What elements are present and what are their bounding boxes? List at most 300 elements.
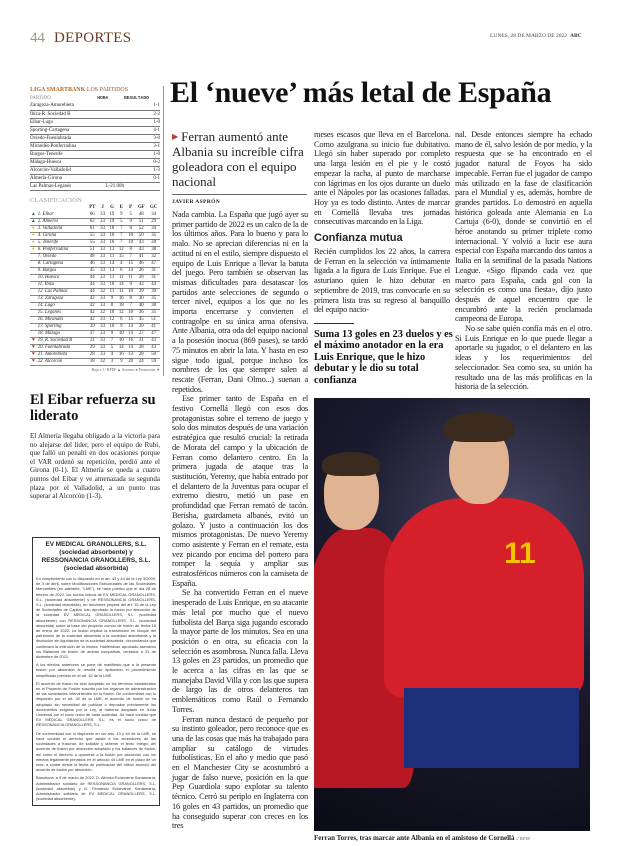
- team: 2. Almería: [37, 219, 87, 226]
- league-title: LIGA SMARTBANK LOS PARTIDOS: [30, 87, 129, 93]
- standings-row: [30, 219, 160, 226]
- team: 1. Eibar: [37, 212, 87, 219]
- stat: 44: [87, 289, 98, 296]
- team: 16. Mirandés: [37, 317, 87, 324]
- match-result: 3-0: [124, 134, 160, 142]
- stat: 10: [126, 240, 135, 247]
- stat: 37: [87, 331, 98, 338]
- stat: 14: [107, 261, 116, 268]
- team: 22. Alcorcón: [37, 359, 87, 366]
- stat: 9: [107, 331, 116, 338]
- stat: 46: [87, 261, 98, 268]
- standings-row: [30, 289, 160, 296]
- match-row: [30, 158, 160, 166]
- stat: 33: [98, 240, 107, 247]
- article-column-1: [172, 210, 308, 831]
- standings-col-header: G: [110, 205, 114, 210]
- stat: 33: [98, 226, 107, 233]
- stat: 28: [147, 240, 160, 247]
- stat: 7: [117, 233, 126, 240]
- standings-row: [30, 359, 160, 366]
- quote-rule: [314, 323, 354, 324]
- match-teams: Mirandés-Ponferradina: [30, 142, 97, 150]
- subheading: Confianza mutua: [314, 232, 403, 245]
- stat: 8: [126, 296, 135, 303]
- article-photo: [314, 398, 590, 831]
- stat: 16: [117, 296, 126, 303]
- zone-marker-icon: [30, 254, 37, 261]
- zone-marker-icon: [30, 324, 37, 331]
- stat: 9: [126, 282, 135, 289]
- stat: 55: [87, 240, 98, 247]
- match-result: 0-1: [124, 174, 160, 182]
- stat: 33: [98, 324, 107, 331]
- stat: 39: [147, 289, 160, 296]
- stat: 19: [107, 219, 116, 226]
- stat: 33: [98, 233, 107, 240]
- standings-row: [30, 324, 160, 331]
- zone-marker-icon: [30, 317, 37, 324]
- zone-marker-icon: [30, 275, 37, 282]
- team: 18. Málaga: [37, 331, 87, 338]
- stat: 10: [126, 289, 135, 296]
- paragraph: Ferran nunca destacó de pequeño por su instinto goleador, pero reconoce que es una de las cosas que más ha trabajado para ampliar su catálogo de virtudes futbolísticas. En el año y medio que pasó en el Manchester City se acostumbró a jugar de falso nueve, posición en la que Pep Guardiola supo explotar su talento técnico. Cerró su periplo en Inglaterra con 16 goles en 43 partidos, un promedio que ha conseguido superar con creces en los tres: [172, 714, 308, 831]
- stat: 8: [126, 247, 135, 254]
- match-time: [97, 174, 124, 182]
- stat: 6: [117, 268, 126, 275]
- column-divider: [163, 86, 164, 376]
- team: 19. R. Sociedad B: [37, 338, 87, 345]
- stat: 33: [98, 268, 107, 275]
- stat: 66: [87, 212, 98, 219]
- stat: 29: [147, 219, 160, 226]
- match-teams: Málaga-Huesca: [30, 158, 97, 166]
- stat: 15: [126, 261, 135, 268]
- standings-row: [30, 345, 160, 352]
- page-number: 44: [30, 30, 45, 46]
- stat: 33: [98, 352, 107, 359]
- caption-text: Ferran Torres, tras marcar ante Albania en el amistoso de Cornellá: [314, 834, 515, 842]
- zone-marker-icon: ●: [31, 226, 35, 231]
- stat: 19: [107, 212, 116, 219]
- stat: 36: [135, 310, 147, 317]
- stat: 15: [117, 254, 126, 261]
- zone-marker-icon: [30, 289, 37, 296]
- stat: 29: [87, 345, 98, 352]
- stat: 14: [117, 345, 126, 352]
- zone-marker-icon: [30, 331, 37, 338]
- stat: 51: [135, 219, 147, 226]
- paragraph: Se ha convertido Ferran en el nueve inesperado de Luis Enrique, en su atacante más letal por mucho que el nuevo futbolista del Barça siga jugando escorado la mayor parte de los minutos. Sea en una posición o en otra, su eficacia con la selección es asombrosa. Nunca falla. Lleva 13 goles en 23 partidos, un promedio que le acerca a las cifras en las que se manejaba David Villa y con las que supera de largo las de otros delanteros tan emblemáticos como Raúl o Fernando Torres.: [172, 588, 309, 714]
- stat: 41: [147, 324, 160, 331]
- stat: 33: [98, 345, 107, 352]
- standings-row: [30, 310, 160, 317]
- league-results-panel: [30, 86, 160, 373]
- match-time: [97, 150, 124, 158]
- notice-paragraph: A los efectos anteriores se pone de manifiesto que a la presente fusión por absorción le resulta de aplicación el procedimiento simplificado previsto en el art. 42 de la LME.: [36, 662, 156, 678]
- paragraph: Ese primer tanto de España en el festivo Cornellá llegó con esos dos protagonistas sobre el terreno de juego y solo dos minutos después de una variación estratégica que resultó crucial: la retirada de Morata del campo y la ubicación de Ferran como delantero centro. En la primera jugada de ataque tras la sustitución, Yeremy, que había entrado por el delantero de la Juventus para ocupar el extremo diestro, metió un pase en profundidad que Ferran remató de tacón. Berisha, guardameta albanés, evitó un golazo. Y justo a continuación los dos mismos protagonistas. De nuevo Yeremy como asistente y Ferran en el remate, esta vez picando por encima del portero para romper la sequía y ampliar sus estratosféricos números con la camiseta de España.: [172, 394, 308, 588]
- stat: 62: [87, 219, 98, 226]
- side-story-headline: El Eibar refuerza su liderato: [30, 392, 156, 424]
- team: 7. Oviedo: [37, 254, 87, 261]
- match-teams: Oviedo-Fuenlabrada: [30, 134, 97, 142]
- standings-row: [30, 275, 160, 282]
- match-teams: Ibiza-R. Sociedad B: [30, 110, 97, 118]
- zone-marker-icon: [30, 282, 37, 289]
- match-teams: Zaragoza-Amorebieta: [30, 102, 97, 110]
- stat: 9: [107, 296, 116, 303]
- stat: 32: [98, 310, 107, 317]
- paragraph: Nada cambia. La España que jugó ayer su primer partido de 2022 es un calco de la de los últimos años. Para lo bueno y para lo malo. No se aprecian diferencias ni en la actitud ni en el estilo, siempre dispuesto el equipo de Luis Enrique a llevar la batuta del juego. Pero también se observan las mismas dificultades para desatascar los partidos ante selecciones de segundo o tercer nivel, equipos a los que no les importa encerrarse y convierten el contragolpe en su única arma ofensiva. Ante Albania, otra oda del equipo nacional a la posesión inocua (869 pases), se tardó 75 minutos en abrir la lata. Y hasta en eso sigue todo igual, porque incluso los nombres de los que siempre salen al rescate (Ferran, Dani Olmo...) suenan a repetidos.: [172, 210, 308, 394]
- stat: 11: [107, 254, 116, 261]
- team: 17. Sporting: [37, 324, 87, 331]
- team: 4. Girona: [37, 233, 87, 240]
- match-row: [30, 142, 160, 150]
- match-time: [97, 158, 124, 166]
- team: 8. Cartagena: [37, 261, 87, 268]
- stat: 39: [135, 324, 147, 331]
- standings-row: [30, 233, 160, 240]
- divider: [172, 194, 307, 195]
- side-story-body: El Almería llegaba obligado a la victoria para no alejarse del líder, pero el equipo de Rubi, que falló un penalti en dos ocasiones porque el VAR ordenó su repetición, perdió ante el Girona (0-1). El Almería se queda a cuatro puntos del Eibar y ve amenazada su segunda plaza por el Valladolid, a un punto tras superar al Alcorcón (1-3).: [30, 432, 160, 501]
- paragraph: Recién cumplidos los 22 años, la carrera de Ferran en la selección va íntimamente ligada a la figura de Luis Enrique. Fue el asturiano quien le hizo debutar en septiembre de 2019, tras convocarle en su primera lista tras su regreso al banquillo del equipo nacio-: [314, 247, 450, 315]
- stat: 46: [135, 261, 147, 268]
- zone-marker-icon: ▲: [31, 211, 36, 217]
- stat: 18: [117, 303, 126, 310]
- standings-col-header: E: [119, 205, 123, 210]
- stat: 6: [117, 317, 126, 324]
- match-result: 1-0: [124, 150, 160, 158]
- match-time: [97, 110, 124, 118]
- photo-caption: [314, 834, 531, 843]
- stat: 11: [107, 275, 116, 282]
- standings-row: [30, 261, 160, 268]
- stat: 16: [107, 240, 116, 247]
- stat: 10: [126, 310, 135, 317]
- stat: 10: [107, 310, 116, 317]
- match-result: 1-3: [124, 166, 160, 174]
- stat: 7: [126, 254, 135, 261]
- stat: 28: [135, 275, 147, 282]
- article-column-3: [455, 130, 592, 392]
- byline: JAVIER ASPRÓN: [172, 199, 221, 205]
- stat: 28: [135, 352, 147, 359]
- stat: 31: [87, 338, 98, 345]
- stat: 11: [117, 289, 126, 296]
- match-result: 1-0: [124, 118, 160, 126]
- match-time: [97, 126, 124, 134]
- stat: 4: [117, 261, 126, 268]
- stat: 51: [147, 317, 160, 324]
- notice-paragraph: En cumplimiento con lo dispuesto en el art. 43 y 44 de la Ley 3/2009, de 3 de abril, sobre Modificaciones Estructurales de las Sociedades Mercantiles (en adelante, "LME"), se hace público que el día 28 de febrero de 2022, los socios únicos de EV MEDICAL GRANOLLERS, S.L. (sociedad absorbente) y de RESSONANCIA GRANOLLERS, S.L. (sociedad absorbida), en funciones propias del art. 15 de la Ley de Sociedades de Capital, han aprobado la fusión por absorción de la sociedad EV MEDICAL GRANOLLERS, S.L. (sociedad absorbente) con RESSONANCIA GRANOLLERS, S.L. (sociedad absorbida) sobre la base del proyecto común de fusión de fecha 18 de enero de 2022. La fusión implica la transmisión en bloque del patrimonio de la sociedad absorbida a la sociedad absorbente y la disolución sin liquidación de la sociedad absorbida, circunstancia que conllevará la extinción de la misma. Habiéndose aprobado asimismo los Balances de fusión de ambas compañías, cerrados a 31 de diciembre de 2021.: [36, 576, 156, 660]
- match-time: [97, 118, 124, 126]
- zone-marker-icon: ●: [31, 240, 35, 245]
- zone-marker-icon: ▼: [31, 345, 36, 350]
- stat: 43: [135, 282, 147, 289]
- stat: 28: [87, 352, 98, 359]
- stat: 4: [107, 352, 116, 359]
- stat: 14: [126, 268, 135, 275]
- stat: 13: [126, 352, 135, 359]
- stat: 10: [107, 282, 116, 289]
- match-row: [30, 134, 160, 142]
- stat: 11: [126, 275, 135, 282]
- match-row: [30, 150, 160, 158]
- stat: 33: [98, 275, 107, 282]
- stat: 33: [98, 254, 107, 261]
- stat: 55: [87, 233, 98, 240]
- stat: 51: [87, 247, 98, 254]
- stat: 14: [126, 331, 135, 338]
- stat: 12: [107, 317, 116, 324]
- stat: 14: [126, 345, 135, 352]
- stat: 15: [126, 317, 135, 324]
- paragraph: No se sabe quién confía más en el otro. Si Luis Enrique en lo que puede llegar a aportarle su jugador, o el delantero en las ideas y los requerimientos del seleccionador. Sea como sea, su unión ha resultado una de las más prolíficas en la historia de la selección.: [455, 324, 592, 392]
- stat: 43: [135, 240, 147, 247]
- team: 13. Zaragoza: [37, 296, 87, 303]
- standings-row: [30, 247, 160, 254]
- standings-title: CLASIFICACIÓN: [30, 196, 83, 204]
- zone-marker-icon: [30, 296, 37, 303]
- stat: 16: [107, 233, 116, 240]
- standings-col-header: GC: [150, 205, 158, 210]
- stat: 44: [87, 275, 98, 282]
- stat: 47: [147, 331, 160, 338]
- match-time: [97, 142, 124, 150]
- zone-marker-icon: ▲: [31, 219, 36, 224]
- team: 3. Valladolid: [37, 226, 87, 233]
- section-title: DEPORTES: [54, 30, 132, 46]
- stat: 13: [107, 247, 116, 254]
- team: 9. Burgos: [37, 268, 87, 275]
- match-time: L-21.00h: [97, 182, 124, 190]
- stat: 14: [126, 324, 135, 331]
- standings-row: [30, 317, 160, 324]
- stat: 16: [117, 352, 126, 359]
- stat: 3: [107, 359, 116, 366]
- team: 6. Ponferradina: [37, 247, 87, 254]
- zone-marker-icon: ▼: [31, 338, 36, 343]
- stat: 33: [98, 261, 107, 268]
- stat: 7: [117, 226, 126, 233]
- stat: 10: [126, 233, 135, 240]
- zone-marker-icon: ▼: [31, 359, 36, 364]
- standings-col-header: GF: [137, 205, 145, 210]
- match-teams: Burgos-Tenerife: [30, 150, 97, 158]
- stat: 44: [87, 282, 98, 289]
- stat: 9: [117, 212, 126, 219]
- match-row: [30, 118, 160, 126]
- standings-row: [30, 338, 160, 345]
- standings-row: [30, 212, 160, 219]
- standings-col-header: PT: [89, 205, 96, 210]
- match-teams: Eibar-Lugo: [30, 118, 97, 126]
- newspaper-brand: ABC: [570, 33, 582, 39]
- stat: 47: [147, 261, 160, 268]
- standings-col-header: J: [101, 205, 104, 210]
- stat: 48: [87, 254, 98, 261]
- stat: 61: [87, 226, 98, 233]
- stat: 13: [107, 268, 116, 275]
- stat: 33: [98, 212, 107, 219]
- stat: 33: [98, 303, 107, 310]
- stat: 43: [135, 247, 147, 254]
- stat: 31: [147, 275, 160, 282]
- notice-paragraph: Barcelona, a 9 de marzo de 2022. D. Alfonso Echevarne Santamaría, Administrador solidario de RESSONANCIA GRANOLLERS, S.L. (sociedad absorbida) y D. Fernando Echevarne Santamaría, Administrador solidario de EV MEDICAL GRANOLLERS, S.L. (sociedad absorbente).: [36, 775, 156, 802]
- standings-col-header: P: [129, 205, 133, 210]
- match-row: [30, 102, 160, 110]
- standings-table: [30, 205, 160, 367]
- standings-legend: Baja a 1.ª RFEF ▲ Ascenso ● Promoción ▼: [91, 368, 160, 372]
- notice-paragraph: El acuerdo de fusión ha sido adoptado en los términos establecidos en el Proyecto de Fusión suscrito por los órganos de administración de las sociedades intervinientes en la fusión. De conformidad con lo dispuesto por el art. 42 de la LME, el acuerdo de fusión se ha adoptado sin necesidad de publicar o depositar previamente los documentos exigidos por la Ley, al haberse adoptado en Junta Universal por el socio único de cada sociedad. Se hace constar que EV MEDICAL GRANOLLERS, S.L. es el socio único de RESSONANCIA GRANOLLERS, S.L.: [36, 680, 156, 728]
- match-row: [30, 110, 160, 118]
- pull-quote: Suma 13 goles en 23 duelos y es el máximo anotador en la era Luis Enrique, que le hizo debutar y le dio su total confianza: [314, 328, 453, 386]
- standings-row: [30, 331, 160, 338]
- stat: 35: [147, 233, 160, 240]
- match-result: 2-2: [124, 110, 160, 118]
- paragraph: nal. Desde entonces siempre ha echado mano de él, salvo lesión de por medio, y la respuesta que se ha encontrado en el jugador natural de Foyos ha sido impecable. Ferran fue el jugador de campo más utilizado en la fase de clasificación para el Mundial y es, además, hombre de grandes partidos. Lo demostró en aquella histórica goleada ante Alemania en La Cartuja (6-0), donde se convirtió en el héroe anotando su primer triplete como internacional. Y volvió a lucir ese aura especial con España marcando dos tantos a Italia en la semifinal de la pasada Nations League. «Sigo flipando cada vez que marco para España, cada gol con la selección es como una fiesta», dijo justo después de aquel encuentro que le encumbró ante la recién proclamada campeona de Europa.: [455, 130, 592, 324]
- stat: 14: [117, 282, 126, 289]
- match-time: [97, 134, 124, 142]
- stat: 33: [98, 296, 107, 303]
- stat: 10: [107, 324, 116, 331]
- stat: 32: [98, 359, 107, 366]
- stat: 34: [147, 226, 160, 233]
- stat: 27: [135, 331, 147, 338]
- issue-date: LUNES, 28 DE MARZO DE 2022: [490, 33, 567, 39]
- team: 10. Huesca: [37, 275, 87, 282]
- stat: 18: [107, 226, 116, 233]
- stat: 33: [98, 247, 107, 254]
- stat: 33: [98, 331, 107, 338]
- stat: 42: [87, 296, 98, 303]
- stat: 10: [117, 338, 126, 345]
- stat: 44: [147, 282, 160, 289]
- stat: 8: [107, 303, 116, 310]
- zone-marker-icon: ▼: [31, 352, 36, 357]
- stat: 7: [126, 303, 135, 310]
- stat: 20: [126, 359, 135, 366]
- stat: 43: [147, 338, 160, 345]
- zone-marker-icon: [30, 310, 37, 317]
- stat: 35: [147, 310, 160, 317]
- team: 21. Amorebieta: [37, 352, 87, 359]
- stat: 24: [135, 359, 147, 366]
- standings-row: [30, 226, 160, 233]
- zone-marker-icon: [30, 261, 37, 268]
- stat: 18: [87, 359, 98, 366]
- match-row: [30, 174, 160, 182]
- stat: 30: [135, 296, 147, 303]
- match-result: 3-1: [124, 142, 160, 150]
- match-teams: Sporting-Cartagena: [30, 126, 97, 134]
- stat: 32: [98, 289, 107, 296]
- stat: 8: [126, 226, 135, 233]
- standings-row: [30, 303, 160, 310]
- stat: 38: [147, 303, 160, 310]
- match-result: 0-2: [124, 158, 160, 166]
- stat: 31: [147, 268, 160, 275]
- stat: 45: [87, 268, 98, 275]
- stat: 42: [87, 303, 98, 310]
- stat: 39: [135, 289, 147, 296]
- standings-row: [30, 296, 160, 303]
- team: 14. Lugo: [37, 303, 87, 310]
- legal-notice: [32, 537, 160, 806]
- matches-table: PARTIDO HORA RESULTADO Zaragoza-Amorebieta 1-1 Ibiza-R. Sociedad B 2-2 Eibar-Lugo 1-0 Sporting-Cartagena 4-1 Oviedo-Fuenlabrada 3-0 Mirandés-Ponferradina 3-1 Burgos-Tenerife 1-0 Málaga-Huesca 0-2 Alcorcón-Valladolid 1-3 Almería-Girona 0-1 Las Palmas-Leganés L-21.00h: [30, 95, 160, 189]
- stat: 10: [117, 331, 126, 338]
- standings-row: [30, 352, 160, 359]
- stat: 40: [135, 303, 147, 310]
- stat: 32: [147, 254, 160, 261]
- stat: 5: [107, 345, 116, 352]
- standings-row: [30, 282, 160, 289]
- shirt-number: 11: [504, 537, 536, 570]
- match-row: [30, 166, 160, 174]
- stat: 43: [147, 345, 160, 352]
- stat: 50: [147, 352, 160, 359]
- stat: 9: [117, 359, 126, 366]
- standings-row: [30, 254, 160, 261]
- photo-credit: // RFEF: [516, 836, 531, 841]
- stat: 52: [135, 226, 147, 233]
- stat: 59: [147, 359, 160, 366]
- stat: 41: [135, 254, 147, 261]
- match-time: [97, 166, 124, 174]
- match-teams: Alcorcón-Valladolid: [30, 166, 97, 174]
- stat: 35: [147, 296, 160, 303]
- match-row: [30, 126, 160, 134]
- article-column-2: [314, 130, 453, 386]
- stat: 38: [147, 247, 160, 254]
- team: 5. Tenerife: [37, 240, 87, 247]
- zone-marker-icon: [30, 268, 37, 275]
- stat: 26: [135, 268, 147, 275]
- stat: 16: [126, 338, 135, 345]
- match-teams: Almería-Girona: [30, 174, 97, 182]
- match-time: [97, 102, 124, 110]
- stat: 28: [135, 345, 147, 352]
- team: 20. Fuenlabrada: [37, 345, 87, 352]
- stat: 33: [98, 219, 107, 226]
- stat: 33: [98, 317, 107, 324]
- standings-row: [30, 268, 160, 275]
- stat: 5: [117, 219, 126, 226]
- stat: 5: [126, 212, 135, 219]
- stat: 7: [117, 240, 126, 247]
- zone-marker-icon: ●: [31, 233, 35, 238]
- match-result: 1-1: [124, 102, 160, 110]
- stat: 48: [135, 212, 147, 219]
- notice-title: EV MEDICAL GRANOLLERS, S.L. (sociedad absorbente) y RESSONANCIA GRANOLLERS, S.L. (sociedad absorbida): [41, 541, 151, 572]
- stat: 7: [107, 338, 116, 345]
- stat: 31: [135, 338, 147, 345]
- stat: 12: [117, 247, 126, 254]
- stat: 33: [98, 282, 107, 289]
- team: 11. Ibiza: [37, 282, 87, 289]
- team: 15. Leganés: [37, 310, 87, 317]
- stat: 11: [117, 275, 126, 282]
- article-headline: El ‘nueve’ más letal de España: [170, 76, 552, 109]
- match-result: 4-1: [124, 126, 160, 134]
- stat: 42: [87, 310, 98, 317]
- stat: 50: [135, 233, 147, 240]
- match-teams: Las Palmas-Leganés: [30, 182, 97, 190]
- stat: 11: [107, 289, 116, 296]
- stat: 34: [147, 212, 160, 219]
- stat: 45: [135, 317, 147, 324]
- stat: 9: [117, 324, 126, 331]
